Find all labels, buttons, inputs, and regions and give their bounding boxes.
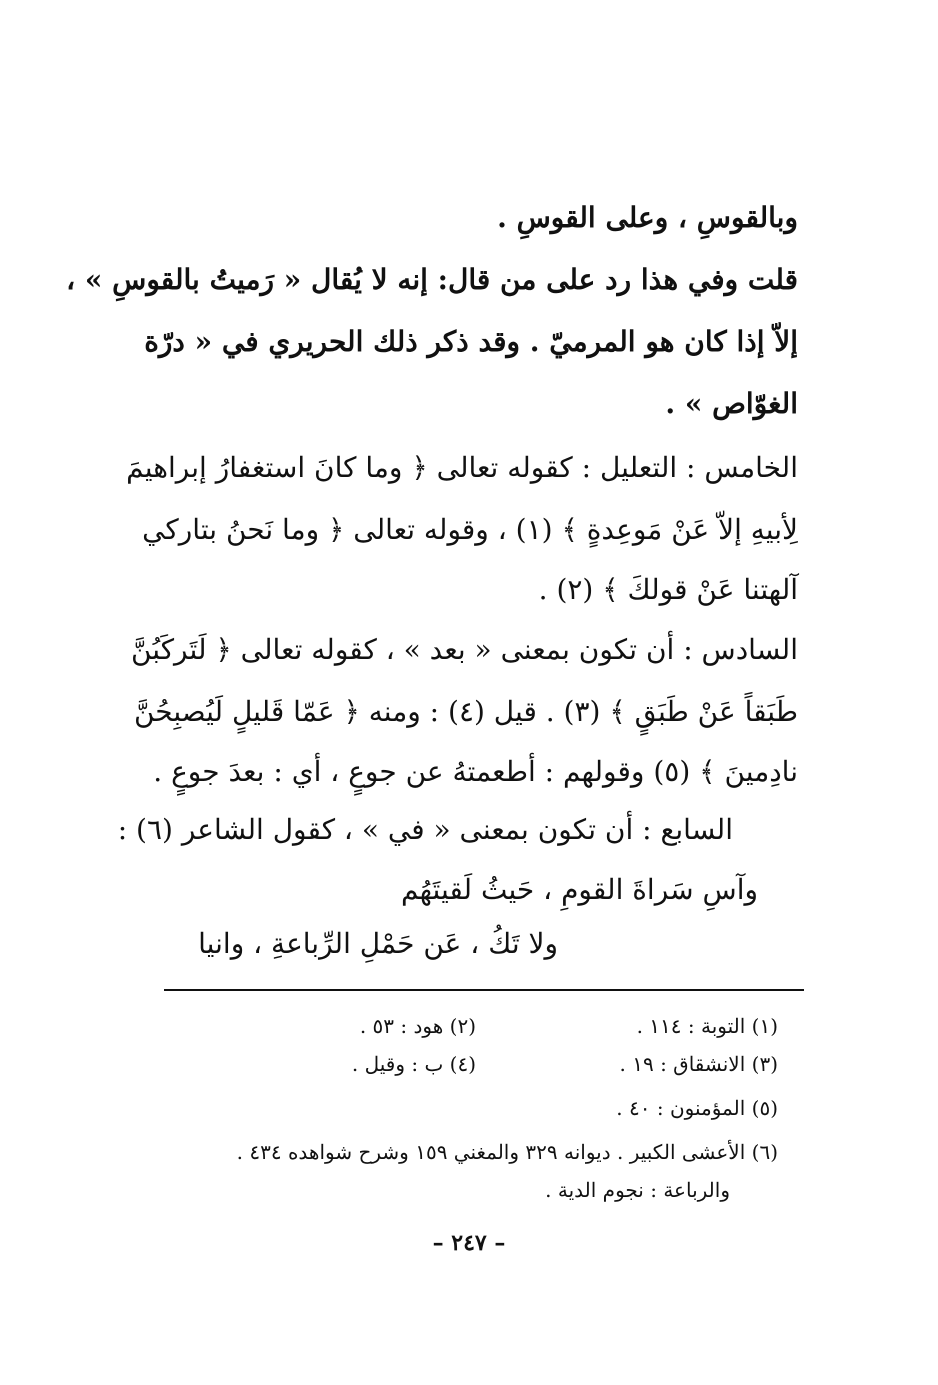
page-number: – ٢٤٧ – bbox=[432, 1230, 506, 1256]
body-line-8: السادس : أن تكون بمعنى « بعد » ، كقوله تعالى ﴿ لَتَركَبُنَّ bbox=[130, 633, 798, 666]
body-line-6: لِأبيهِ إلاّ عَنْ مَوعِدةٍ ﴾ (١) ، وقوله تعالى ﴿ وما نَحنُ بتاركي bbox=[142, 513, 798, 546]
footnote-6-continuation: والرباعة : نجوم الدية . bbox=[545, 1178, 730, 1202]
footnote-3: (٣) الانشقاق : ١٩ . bbox=[619, 1052, 778, 1076]
verse-line-2: ولا تَكُ ، عَن حَمْلِ الرِّباعةِ ، وانيا bbox=[198, 927, 558, 960]
body-line-7: آلهتنا عَنْ قولكَ ﴾ (٢) . bbox=[538, 573, 798, 606]
body-line-4: الغوّاص » . bbox=[665, 387, 798, 420]
footnote-4: (٤) ب : وقيل . bbox=[351, 1052, 476, 1076]
footnote-1: (١) التوبة : ١١٤ . bbox=[636, 1014, 778, 1038]
footnote-separator bbox=[164, 989, 804, 991]
body-line-2: قلت وفي هذا رد على من قال: إنه لا يُقال « رَميتُ بالقوسِ » ، bbox=[66, 263, 798, 296]
body-line-10: نادِمينَ ﴾ (٥) وقولهم : أطعمتهُ عن جوعٍ ، أي : بعدَ جوعٍ . bbox=[153, 755, 798, 788]
footnote-6: (٦) الأعشى الكبير . ديوانه ٣٢٩ والمغني ١٥٩ وشرح شواهده ٤٣٤ . bbox=[236, 1140, 778, 1164]
verse-line-1: وآسِ سَراةَ القومِ ، حَيثُ لَقيتَهُم bbox=[400, 873, 758, 906]
body-line-5: الخامس : التعليل : كقوله تعالى ﴿ وما كانَ استغفارُ إبراهيمَ bbox=[126, 451, 798, 484]
footnote-2: (٢) هود : ٥٣ . bbox=[359, 1014, 476, 1038]
body-line-9: طَبَقاً عَنْ طَبَقٍ ﴾ (٣) . قيل (٤) : ومنه ﴿ عَمّا قَليلٍ لَيُصبِحُنَّ bbox=[133, 695, 798, 728]
footnote-5: (٥) المؤمنون : ٤٠ . bbox=[616, 1096, 778, 1120]
body-line-1: وبالقوسِ ، وعلى القوسِ . bbox=[497, 201, 798, 234]
body-line-3: إلاّ إذا كان هو المرميّ . وقد ذكر ذلك الحريري في « درّة bbox=[144, 325, 798, 358]
body-line-11: السابع : أن تكون بمعنى « في » ، كقول الشاعر (٦) : bbox=[117, 813, 733, 846]
